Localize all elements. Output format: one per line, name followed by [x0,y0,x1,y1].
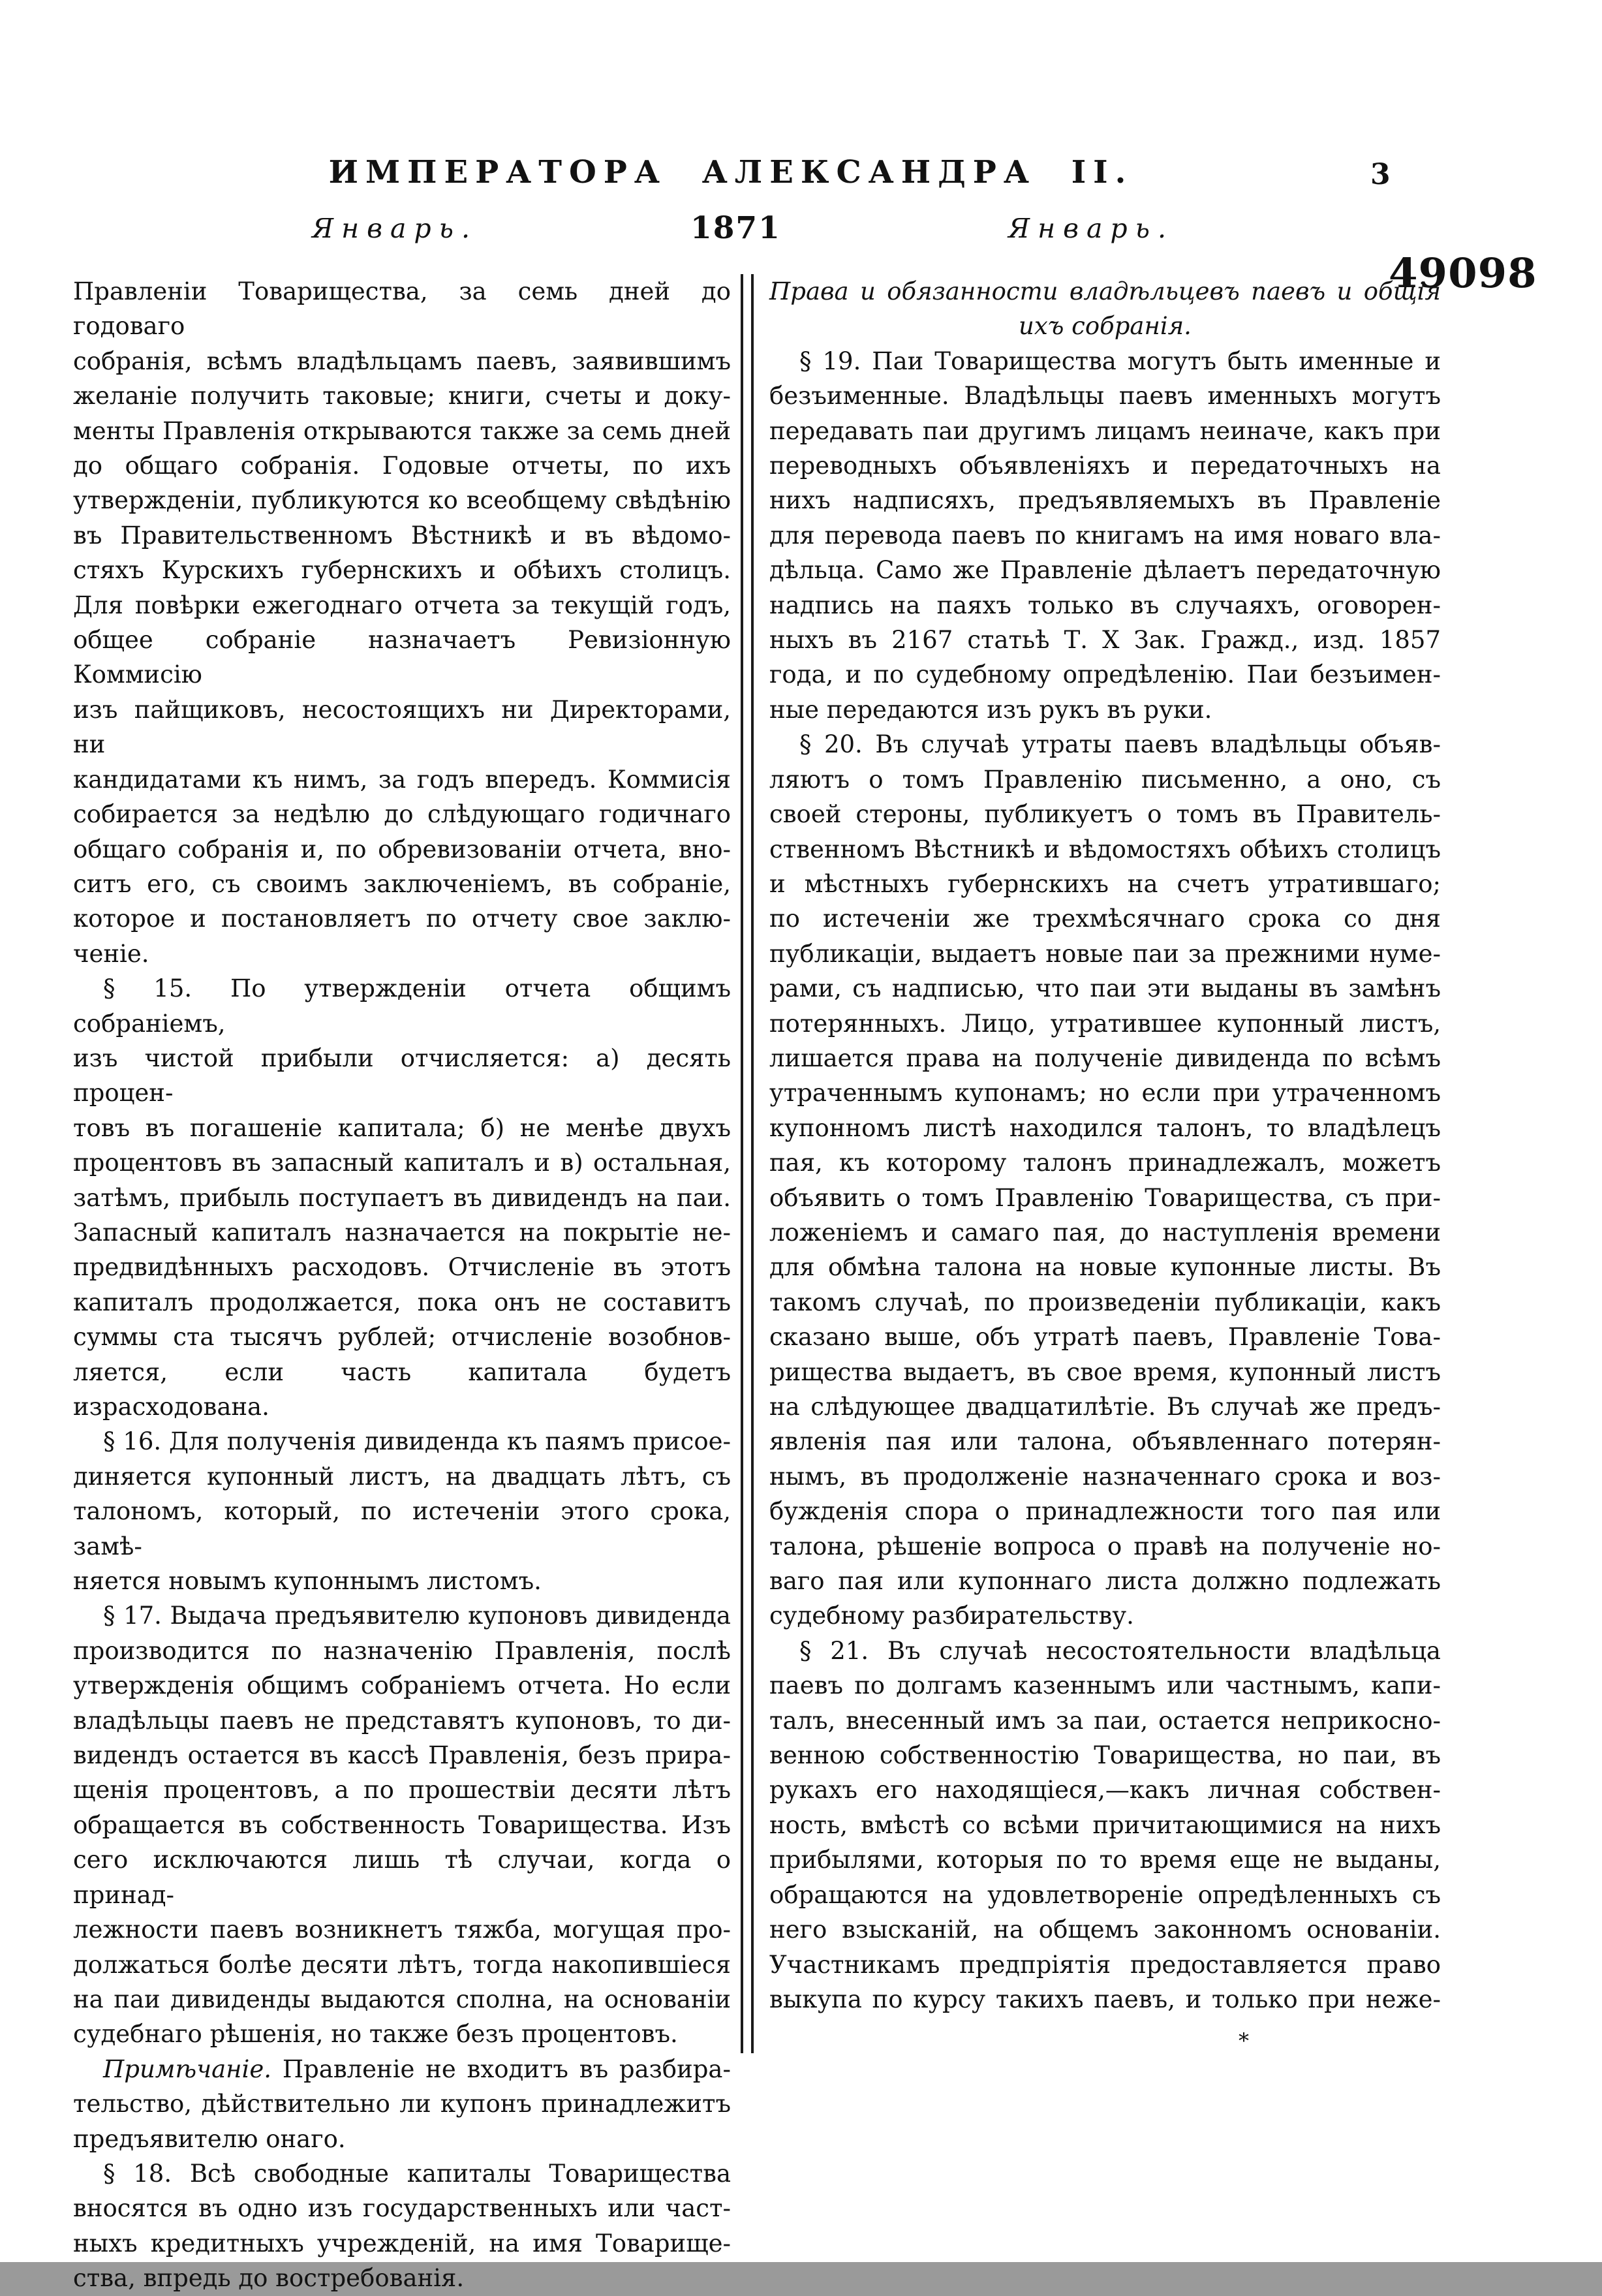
text-line: безъименные. Владѣльцы паевъ именныхъ могутъ [769,382,1441,411]
text-line: диняется купонный листъ, на двадцать лѣтъ, съ [73,1462,731,1491]
text-line: Участникамъ предпріятія предоставляется право [769,1950,1441,1979]
text-line: ства, впредь до востребованія. [73,2264,465,2293]
text-line: вносятся въ одно изъ государственныхъ или част- [73,2194,731,2223]
text-line: на паи дивиденды выдаются сполна, на основаніи [73,1985,731,2013]
text-line: дѣльца. Само же Правленіе дѣлаетъ передаточную [769,556,1441,585]
text-line: § 18. Всѣ свободные капиталы Товарищества [103,2159,731,2188]
text-line: объявить о томъ Правленію Товарищества, съ при- [769,1183,1441,1212]
text-line: выкупа по курсу такихъ паевъ, и только при неже- [769,1985,1441,2013]
text-line: § 20. Въ случаѣ утраты паевъ владѣльцы объяв- [799,730,1441,759]
text-line: ляется, если часть капитала будетъ израсходована. [73,1357,731,1421]
text-line: общаго собранія и, по обревизованіи отчета, вно- [73,835,731,863]
text-line: предвидѣнныхъ расходовъ. Отчисленіе въ этотъ [73,1253,731,1282]
text-line: нымъ, въ продолженіе назначеннаго срока и воз- [769,1462,1441,1491]
text-line: владѣльцы паевъ не представятъ купоновъ, то ди- [73,1706,731,1735]
text-line: собранія, всѣмъ владѣльцамъ паевъ, заявившимъ [73,347,731,375]
text-line: Для повѣрки ежегоднаго отчета за текущій годъ, [73,591,731,619]
text-line: стяхъ Курскихъ губернскихъ и обѣихъ столицъ. [73,556,731,585]
right-column-body [769,344,1441,2017]
text-line: рукахъ его находящіеся,—какъ личная собствен- [769,1776,1441,1805]
text-line: утраченнымъ купонамъ; но если при утраченномъ [769,1079,1441,1108]
text-line: талономъ, который, по истеченіи этого срока, замѣ- [73,1497,731,1560]
text-line: рищества выдаетъ, въ свое время, купонный листъ [769,1357,1441,1386]
italic-lead: Примѣчаніе. [103,2055,272,2083]
section-heading-line2: ихъ собранія. [1019,312,1192,341]
text-line: купонномъ листѣ находился талонъ, то владѣлецъ [769,1113,1441,1142]
text-line: для обмѣна талона на новые купонные листы. Въ [769,1253,1441,1282]
text-line: талъ, внесенный имъ за паи, остается неприкосно- [769,1706,1441,1735]
text-line: няется новымъ купоннымъ листомъ. [73,1567,542,1596]
text-line: ность, вмѣстѣ со всѣми причитающимися на нихъ [769,1810,1441,1839]
text-line: и мѣстныхъ губернскихъ на счетъ утратившаго; [769,869,1441,898]
text-line: надпись на паяхъ только въ случаяхъ, оговорен- [769,591,1441,619]
text-line: изъ пайщиковъ, несостоящихъ ни Директорами, ни [73,695,731,759]
text-line: щенія процентовъ, а по прошествіи десяти лѣтъ [73,1776,731,1805]
left-column [73,274,731,2296]
text-line: ченіе. [73,939,149,968]
text-line: по истеченіи же трехмѣсячнаго срока со дня [769,905,1441,933]
text-line: капиталъ продолжается, пока онъ не составитъ [73,1288,731,1316]
text-line: явленія пая или талона, объявленнаго потерян- [769,1427,1441,1456]
text-line: лежности паевъ возникнетъ тяжба, могущая про- [73,1916,731,1944]
text-line: венною собственностію Товарищества, но паи, въ [769,1741,1441,1770]
text-line: ситъ его, съ своимъ заключеніемъ, въ собраніе, [73,869,731,898]
text-line: пая, къ которому талонъ принадлежалъ, можетъ [769,1149,1441,1177]
text-line: производится по назначенію Правленія, послѣ [73,1636,731,1665]
text-line: переводныхъ объявленіяхъ и передаточныхъ на [769,452,1441,480]
text-line: обращаются на удовлетвореніе опредѣленныхъ съ [769,1880,1441,1909]
running-date-right: Январь. [1008,213,1175,244]
text-line: товъ въ погашеніе капитала; б) не менѣе двухъ [73,1113,731,1142]
running-date-left: Январь. [312,213,478,244]
text-line: § 19. Паи Товарищества могутъ быть именные и [799,347,1441,375]
text-line: тельство, дѣйствительно ли купонъ принадлежитъ [73,2090,731,2118]
text-line: прибылями, которыя по то время еще не выданы, [769,1846,1441,1874]
catalog-stamp-number: 49098 [1389,250,1537,298]
page-number: 3 [1370,158,1391,191]
text-line: паевъ по долгамъ казеннымъ или частнымъ, капи- [769,1671,1441,1700]
text-line: желаніе получить таковые; книги, счеты и доку- [73,382,731,411]
text-line: публикаціи, выдаетъ новые паи за прежними нуме- [769,939,1441,968]
text-line: общее собраніе назначаетъ Ревизіонную Коммисію [73,626,731,689]
running-title: ИМПЕРАТОРА АЛЕКСАНДРА II. [328,154,1133,191]
text-line: на слѣдующее двадцатилѣтіе. Въ случаѣ же предъ- [769,1393,1441,1421]
text-line: рами, съ надписью, что паи эти выданы въ замѣнъ [769,974,1441,1003]
text-line: до общаго собранія. Годовые отчеты, по ихъ [73,452,731,480]
text-line: ляютъ о томъ Правленію письменно, а оно, съ [769,765,1441,794]
text-line: лишается права на полученіе дивиденда по всѣмъ [769,1044,1441,1072]
text-line: затѣмъ, прибыль поступаетъ въ дивидендъ на паи. [73,1183,731,1212]
text-line: видендъ остается въ кассѣ Правленія, безъ прира- [73,1741,731,1770]
text-line: процентовъ въ запасный капиталъ и в) остальная, [73,1149,731,1177]
text-line: судебнаго рѣшенія, но также безъ процентовъ. [73,2020,678,2049]
text-line: § 16. Для полученія дивиденда къ паямъ присое- [103,1427,731,1456]
text-line: § 17. Выдача предъявителю купоновъ дивиденда [103,1602,731,1630]
text-line: менты Правленія открываются также за семь дней [73,416,731,445]
text-line: своей стероны, публикуетъ о томъ въ Правитель- [769,800,1441,829]
text-line: кандидатами къ нимъ, за годъ впередъ. Коммисія [73,765,731,794]
text-line: судебному разбирательству. [769,1602,1134,1630]
running-year: 1871 [690,210,781,246]
text-line: которое и постановляетъ по отчету свое заклю- [73,905,731,933]
text-line: него взысканій, на общемъ законномъ основаніи. [769,1916,1441,1944]
text-line: § 21. Въ случаѣ несостоятельности владѣльца [799,1636,1441,1665]
text-line: ныхъ кредитныхъ учрежденій, на имя Товарище- [73,2229,731,2257]
text-line: предъявителю онаго. [73,2124,346,2153]
text-line: сего исключаются лишь тѣ случаи, когда о принад- [73,1846,731,1909]
text-line: собирается за недѣлю до слѣдующаго годичнаго [73,800,731,829]
text-line: въ Правительственномъ Вѣстникѣ и въ вѣдомо- [73,521,731,550]
text-line: § 15. По утвержденіи отчета общимъ собраніемъ, [73,974,731,1038]
text-line: потерянныхъ. Лицо, утратившее купонный листъ, [769,1009,1441,1038]
text-line: ные передаются изъ рукъ въ руки. [769,695,1212,724]
text-line: для перевода паевъ по книгамъ на имя новаго вла- [769,521,1441,550]
text-line: утвержденіи, публикуются ко всеобщему свѣдѣнію [73,486,731,515]
text-line: Примѣчаніе. Правленіе не входитъ въ разбира- [103,2055,731,2083]
text-line: Запасный капиталъ назначается на покрытіе не- [73,1218,731,1247]
text-line: ныхъ въ 2167 статьѣ Т. X Зак. Гражд., изд. 1857 [769,626,1441,655]
text-line: передавать паи другимъ лицамъ неиначе, какъ при [769,416,1441,445]
text-line: такомъ случаѣ, по произведеніи публикаціи, какъ [769,1288,1441,1316]
text-line: ваго пая или купоннаго листа должно подлежать [769,1567,1441,1596]
text-line: ственномъ Вѣстникѣ и вѣдомостяхъ обѣихъ столицъ [769,835,1441,863]
text-line: года, и по судебному опредѣленію. Паи безъимен- [769,660,1441,689]
column-divider-rule [741,274,754,2053]
text-line: Правленіи Товарищества, за семь дней до годоваго [73,277,731,341]
right-column [769,274,1441,2017]
text-line: должаться болѣе десяти лѣтъ, тогда накопившіеся [73,1950,731,1979]
text-line: утвержденія общимъ собраніемъ отчета. Но если [73,1671,731,1700]
text-line: нихъ надписяхъ, предъявляемыхъ въ Правленіе [769,486,1441,515]
text-line: бужденія спора о принадлежности того пая или [769,1497,1441,1526]
text-line: талона, рѣшеніе вопроса о правѣ на полученіе но- [769,1532,1441,1560]
text-line: суммы ста тысячъ рублей; отчисленіе возобнов- [73,1323,731,1352]
text-line: изъ чистой прибыли отчисляется: а) десять процен- [73,1044,731,1108]
footnote-asterisk: * [1239,2028,1249,2053]
text-line: ложеніемъ и самаго пая, до наступленія времени [769,1218,1441,1247]
text-line: сказано выше, объ утратѣ паевъ, Правленіе Това- [769,1323,1441,1352]
text-line: обращается въ собственность Товарищества. Изъ [73,1810,731,1839]
section-heading-line1: Права и обязанности владѣльцевъ паевъ и общія [769,277,1441,305]
text-columns [73,274,1441,2296]
